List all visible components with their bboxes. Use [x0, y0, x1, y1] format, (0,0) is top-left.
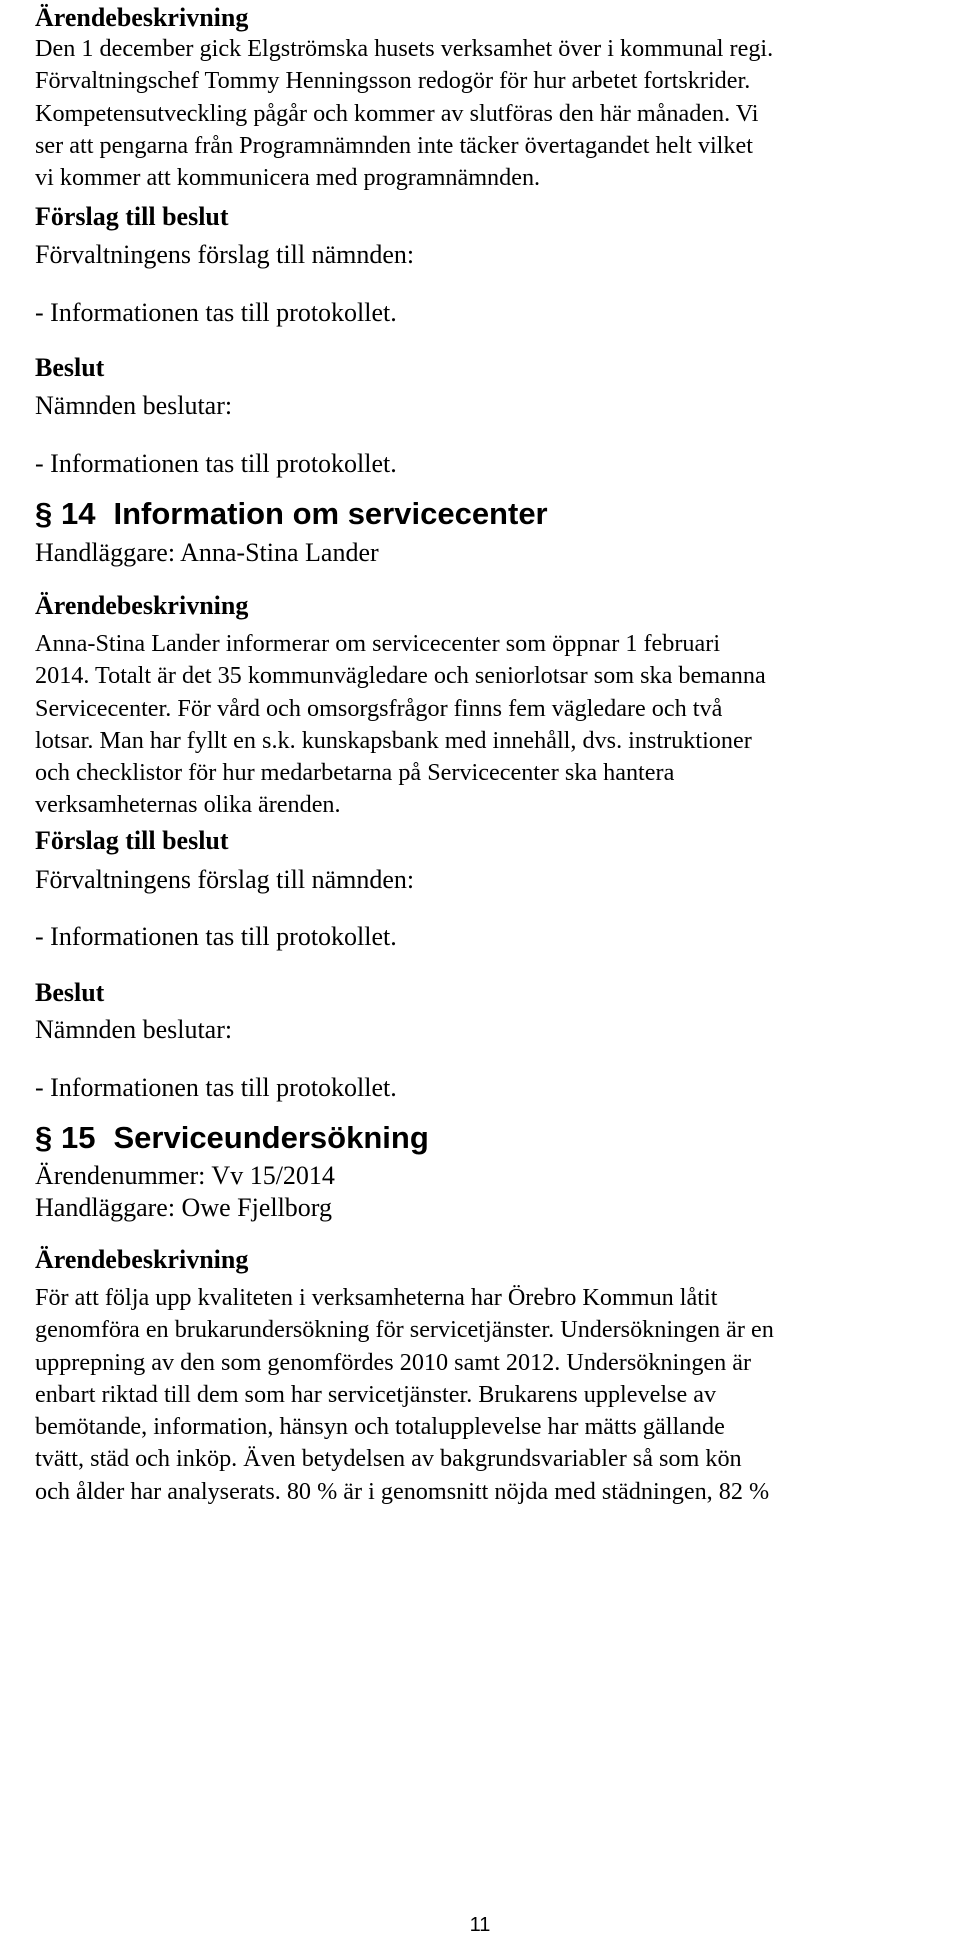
- arendebeskrivning-heading: Ärendebeskrivning: [35, 591, 249, 620]
- text-line: Förvaltningschef Tommy Henningsson redogör för hur arbetet fortskrider.: [35, 67, 751, 95]
- text-line: verksamheternas olika ärenden.: [35, 791, 341, 819]
- text-line: Servicecenter. För vård och omsorgsfrågor finns fem vägledare och två: [35, 694, 723, 722]
- forslag-heading: Förslag till beslut: [35, 202, 229, 231]
- beslut-heading: Beslut: [35, 353, 105, 382]
- text-line: vi kommer att kommunicera med programnämnden.: [35, 164, 541, 192]
- page-number: 11: [469, 1914, 491, 1936]
- arendebeskrivning-heading: Ärendebeskrivning: [35, 1245, 249, 1274]
- forslag-intro: Förvaltningens förslag till nämnden:: [35, 865, 415, 894]
- text-line: upprepning av den som genomfördes 2010 samt 2012. Undersökningen är: [35, 1348, 752, 1376]
- beslut-intro: Nämnden beslutar:: [35, 391, 233, 420]
- arendenummer-line: Ärendenummer: Vv 15/2014: [35, 1161, 335, 1190]
- forslag-item: - Informationen tas till protokollet.: [35, 298, 397, 327]
- text-line: enbart riktad till dem som har servicetjänster. Brukarens upplevelse av: [35, 1380, 717, 1408]
- arendebeskrivning-text: [35, 628, 950, 822]
- beslut-item: - Informationen tas till protokollet.: [35, 449, 397, 478]
- text-line: och checklistor för hur medarbetarna på Servicecenter ska hantera: [35, 759, 675, 787]
- text-line: genomföra en brukarundersökning för servicetjänster. Undersökningen är en: [35, 1316, 774, 1344]
- section-number: 15: [61, 1120, 96, 1155]
- arendebeskrivning-text: [35, 33, 950, 194]
- section-number: 14: [61, 496, 96, 531]
- forslag-heading: Förslag till beslut: [35, 826, 229, 855]
- text-line: lotsar. Man har fyllt en s.k. kunskapsbank med innehåll, dvs. instruktioner: [35, 726, 752, 754]
- text-line: Anna-Stina Lander informerar om servicecenter som öppnar 1 februari: [35, 630, 721, 657]
- paragraph-symbol: §: [35, 496, 53, 531]
- section-14-title: [35, 497, 950, 531]
- text-line: tvätt, städ och inköp. Även betydelsen av bakgrundsvariabler så som kön: [35, 1445, 742, 1473]
- arendebeskrivning-text: [35, 1282, 950, 1508]
- forslag-item: - Informationen tas till protokollet.: [35, 922, 397, 951]
- text-line: och ålder har analyserats. 80 % är i genomsnitt nöjda med städningen, 82 %: [35, 1477, 770, 1505]
- section-title-text: Serviceundersökning: [113, 1120, 429, 1155]
- text-line: Den 1 december gick Elgströmska husets verksamhet över i kommunal regi.: [35, 35, 774, 62]
- beslut-item: - Informationen tas till protokollet.: [35, 1073, 397, 1102]
- forslag-intro: Förvaltningens förslag till nämnden:: [35, 240, 415, 269]
- beslut-intro: Nämnden beslutar:: [35, 1015, 233, 1044]
- handlaggare-line: Handläggare: Owe Fjellborg: [35, 1193, 332, 1222]
- text-line: 2014. Totalt är det 35 kommunvägledare och seniorlotsar som ska bemanna: [35, 662, 766, 690]
- arendebeskrivning-heading: Ärendebeskrivning: [35, 3, 249, 32]
- text-line: bemötande, information, hänsyn och totalupplevelse har mätts gällande: [35, 1413, 725, 1441]
- section-title-text: Information om servicecenter: [113, 496, 548, 531]
- text-line: Kompetensutveckling pågår och kommer av slutföras den här månaden. Vi: [35, 99, 759, 127]
- handlaggare-line: Handläggare: Anna-Stina Lander: [35, 538, 379, 567]
- text-line: För att följa upp kvaliteten i verksamheterna har Örebro Kommun låtit: [35, 1284, 718, 1311]
- section-15-title: [35, 1121, 950, 1155]
- beslut-heading: Beslut: [35, 978, 105, 1007]
- text-line: ser att pengarna från Programnämnden inte täcker övertagandet helt vilket: [35, 131, 753, 159]
- paragraph-symbol: §: [35, 1120, 53, 1155]
